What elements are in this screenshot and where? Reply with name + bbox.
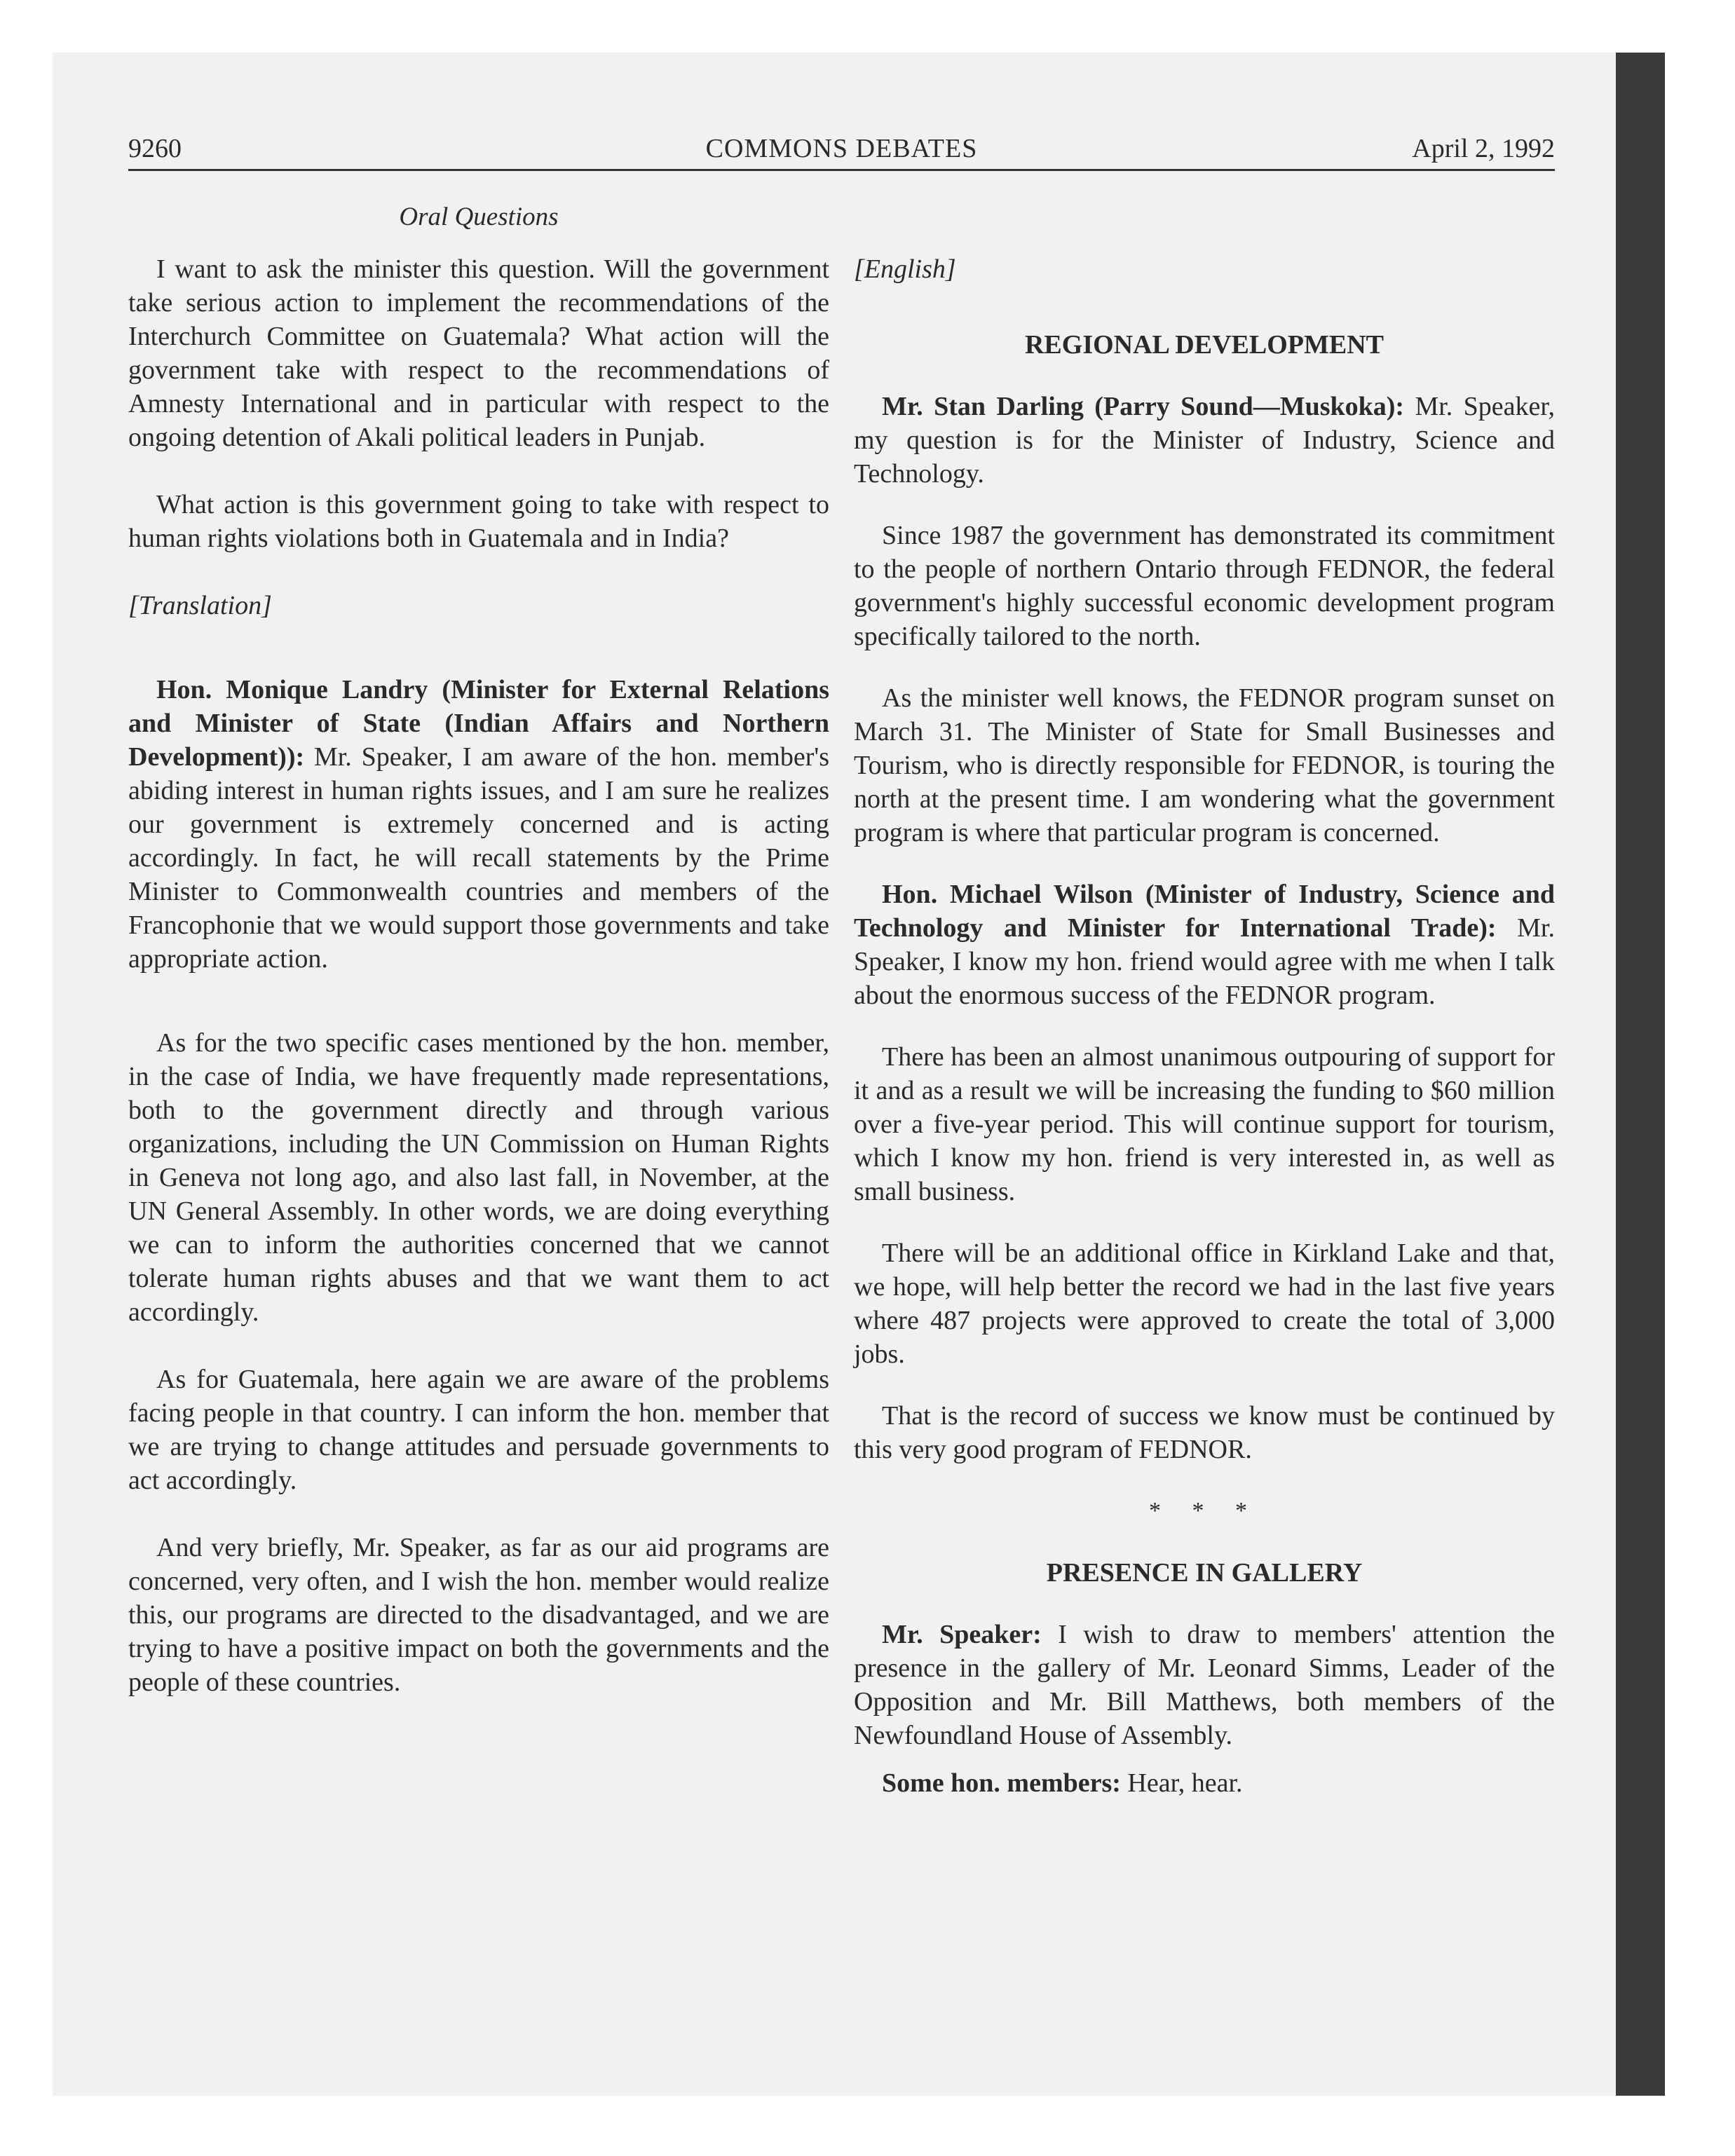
speaker-name: Mr. Stan Darling (Parry Sound—Muskoka):: [882, 392, 1405, 421]
paragraph: There has been an almost unanimous outpouring of support for it and as a result we will be increasing the funding to $60 million over a five-year period. This will continue support for tourism, which I know my hon. friend is very interested in, as well as small business.: [854, 1042, 1555, 1206]
right-column: [854, 252, 1555, 1800]
speech-paragraph: [854, 878, 1555, 1012]
publication-title: COMMONS DEBATES: [705, 134, 978, 163]
paragraph: What action is this government going to take with respect to human rights violations both in Guatemala and in India?: [128, 490, 829, 553]
paragraph: As the minister well knows, the FEDNOR program sunset on March 31. The Minister of State for Small Businesses and Tourism, who is directly responsible for FEDNOR, is touring the north at the present time. I am wondering what the government program is where that particular program is concerned.: [854, 683, 1555, 847]
paragraph: As for Guatemala, here again we are aware of the problems facing people in that country. I can inform the hon. member that we are trying to change attitudes and persuade governments to act accordingly.: [128, 1365, 829, 1495]
section-heading: REGIONAL DEVELOPMENT: [1024, 330, 1384, 360]
page-header: [128, 133, 1555, 167]
header-rule: [128, 169, 1555, 171]
speech-paragraph: [854, 1618, 1555, 1752]
paragraph: And very briefly, Mr. Speaker, as far as our aid programs are concerned, very often, and I wish the hon. member would realize this, our programs are directed to the disadvantaged, and we are trying to have a positive impact on both the governments and the people of these countries.: [128, 1533, 829, 1697]
page-number: 9260: [128, 134, 182, 163]
speech-text: Hear, hear.: [1127, 1768, 1243, 1798]
speaker-name: Hon. Monique Landry (Minister for External Relations and Minister of State (Indian Affairs and Northern Development)):: [128, 675, 829, 772]
speech-text: Mr. Speaker, my question is for the Minister of Industry, Science and Technology.: [854, 392, 1555, 489]
speaker-name: Some hon. members:: [882, 1768, 1121, 1798]
page-date: April 2, 1992: [1412, 134, 1555, 163]
translation-tag: [Translation]: [128, 591, 272, 620]
speech-paragraph: [854, 390, 1555, 491]
paragraph: I want to ask the minister this question. Will the government take serious action to implement the recommendations of the Interchurch Committee on Guatemala? What action will the government take with respect to the recommendations of Amnesty International and in particular with respect to the ongoing detention of Akali political leaders in Punjab.: [128, 254, 829, 452]
scan-edge-shadow: [1616, 53, 1665, 2096]
left-column: [128, 252, 829, 1699]
english-tag: [English]: [854, 254, 956, 284]
speaker-name: Hon. Michael Wilson (Minister of Industry, Science and Technology and Minister for International Trade):: [854, 880, 1555, 943]
section-heading: PRESENCE IN GALLERY: [1046, 1558, 1363, 1588]
paragraph: That is the record of success we know must be continued by this very good program of FEDNOR.: [854, 1401, 1555, 1464]
speech-text: Mr. Speaker, I am aware of the hon. member's abiding interest in human rights issues, and I am sure he realizes our government is extremely concerned and is acting accordingly. In fact, he will recall statements by the Prime Minister to Commonwealth countries and members of the Francophonie that we would support those governments and take appropriate action.: [128, 742, 829, 974]
paragraph: There will be an additional office in Kirkland Lake and that, we hope, will help better the record we had in the last five years where 487 projects were approved to create the total of 3,000 jobs.: [854, 1239, 1555, 1369]
running-head: Oral Questions: [399, 203, 559, 231]
speech-text: Mr. Speaker, I know my hon. friend would agree with me when I talk about the enormous success of the FEDNOR program.: [854, 913, 1555, 1010]
speech-text: I wish to draw to members' attention the presence in the gallery of Mr. Leonard Simms, Leader of the Opposition and Mr. Bill Matthews, both members of the Newfoundland House of Assembly.: [854, 1620, 1556, 1750]
paragraph: Since 1987 the government has demonstrated its commitment to the people of northern Ontario through FEDNOR, the federal government's highly successful economic development program specifically tailored to the north.: [854, 521, 1555, 651]
section-separator: * * *: [1149, 1498, 1260, 1524]
speech-paragraph: [128, 673, 829, 976]
paragraph: As for the two specific cases mentioned by the hon. member, in the case of India, we have frequently made representations, both to the government directly and through various organizations, including the UN Commission on Human Rights in Geneva not long ago, and also last fall, in November, at the UN General Assembly. In other words, we are doing everything we can to inform the authorities concerned that we cannot tolerate human rights abuses and that we want them to act accordingly.: [128, 1028, 829, 1327]
speaker-name: Mr. Speaker:: [882, 1620, 1042, 1649]
speech-paragraph: [854, 1766, 1555, 1800]
